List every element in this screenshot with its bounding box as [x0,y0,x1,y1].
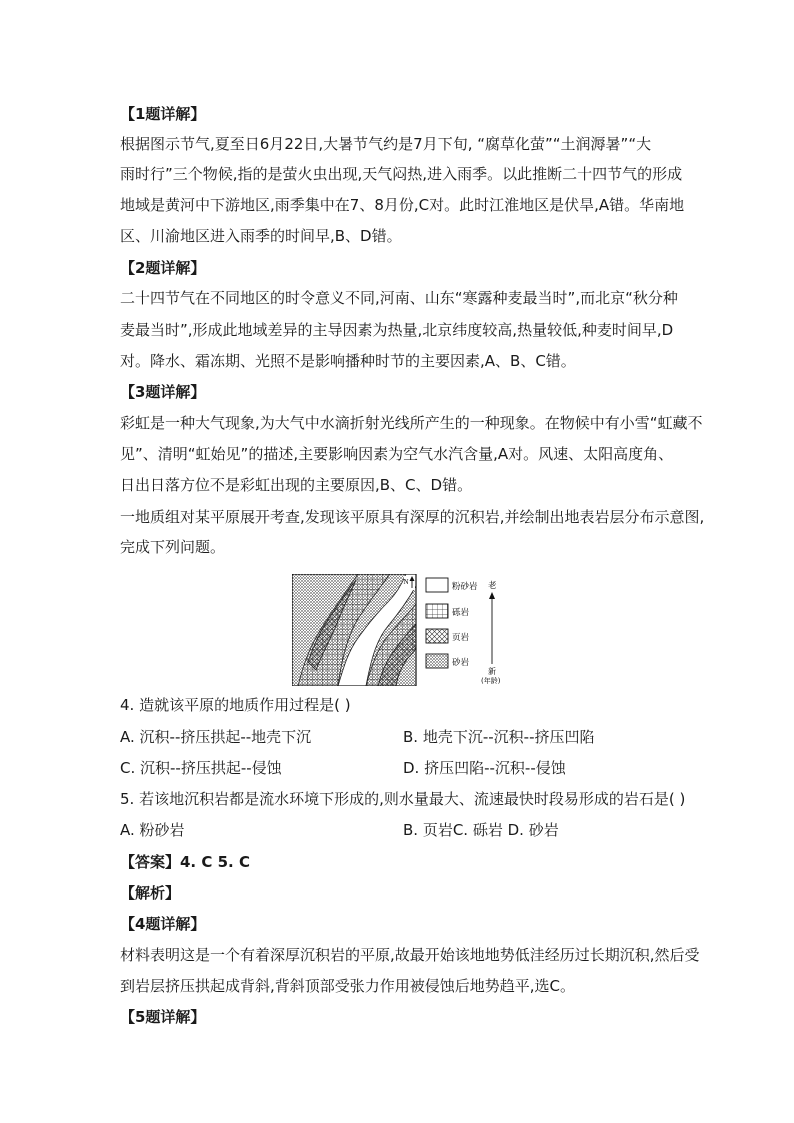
q4-option-b: B. 地壳下沉--沉积--挤压凹陷 [403,728,595,746]
intro-line-1: 一地质组对某平原展开考查,发现该平原具有深厚的沉积岩,并绘制出地表岩层分布示意图, [120,508,705,526]
q2-explain-header: 【2题详解】 [120,259,206,277]
q4-option-a: A. 沉积--挤压拱起--地壳下沉 [120,728,312,746]
age-arrow-icon [481,580,501,685]
q2-line-1: 二十四节气在不同地区的时令意义不同,河南、山东“寒露种麦最当时”,而北京“秋分种 [120,289,678,307]
q5-option-a: A. 粉砂岩 [120,821,185,839]
q1-line-2: 雨时行”三个物候,指的是萤火虫出现,天气闷热,进入雨季。以此推断二十四节气的形成 [120,165,683,183]
q3-line-3: 日出日落方位不是彩虹出现的主要原因,B、C、D错。 [120,476,473,494]
legend-item-siltstone [426,578,478,592]
q2-line-3: 对。降水、霜冻期、光照不是影响播种时节的主要因素,A、B、C错。 [120,352,576,370]
map-area [292,574,416,686]
age-new-label: 新 [488,667,496,676]
q4-option-d: D. 挤压凹陷--沉积--侵蚀 [403,759,566,777]
svg-text:页岩: 页岩 [452,633,470,643]
analysis-header: 【解析】 [120,884,181,902]
svg-text:粉砂岩: 粉砂岩 [452,582,478,592]
q5-stem: 5. 若该地沉积岩都是流水环境下形成的,则水量最大、流速最快时段易形成的岩石是( ) [120,790,686,808]
svg-text:砂岩: 砂岩 [452,658,470,668]
q3-line-2: 见”、清明“虹始见”的描述,主要影响因素为空气水汽含量,A对。风速、太阳高度角、 [120,445,674,463]
answer-line: 【答案】4. C 5. C [120,853,250,871]
q5-explain-header: 【5题详解】 [120,1008,206,1026]
age-unit-label: (年龄) [481,677,501,685]
q4-stem: 4. 造就该平原的地质作用过程是( ) [120,696,351,714]
svg-text:砾岩: 砾岩 [452,608,470,618]
q3-explain-header: 【3题详解】 [120,383,206,401]
q2-line-2: 麦最当时”,形成此地域差异的主导因素为热量,北京纬度较高,热量较低,种麦时间早,D [120,321,674,339]
q1-line-4: 区、川渝地区进入雨季的时间早,B、D错。 [120,227,402,245]
north-arrow-icon [404,576,416,590]
intro-line-2: 完成下列问题。 [120,538,226,556]
rock-layer-map-figure [292,574,514,686]
q3-line-1: 彩虹是一种大气现象,为大气中水滴折射光线所产生的一种现象。在物候中有小雪“虹藏不 [120,414,703,432]
legend-item-shale [426,629,470,643]
q5-option-bcd: B. 页岩C. 砾岩 D. 砂岩 [403,821,559,839]
q4-explain-header: 【4题详解】 [120,915,206,933]
legend [426,578,478,668]
q4-explain-line-2: 到岩层挤压拱起成背斜,背斜顶部受张力作用被侵蚀后地势趋平,选C。 [120,977,576,995]
north-label: N [403,578,409,586]
legend-item-conglomerate [426,604,470,618]
q4-option-c: C. 沉积--挤压拱起--侵蚀 [120,759,282,777]
age-old-label: 老 [488,581,497,591]
q1-line-3: 地域是黄河中下游地区,雨季集中在7、8月份,C对。此时江淮地区是伏旱,A错。华南地 [120,196,685,214]
q4-explain-line-1: 材料表明这是一个有着深厚沉积岩的平原,故最开始该地地势低洼经历过长期沉积,然后受 [120,946,700,964]
q1-line-1: 根据图示节气,夏至日6月22日,大暑节气约是7月下旬, “腐草化萤”“土润溽暑”“大 [120,135,652,153]
legend-item-sandstone [426,654,470,668]
q1-explain-header: 【1题详解】 [120,105,206,123]
